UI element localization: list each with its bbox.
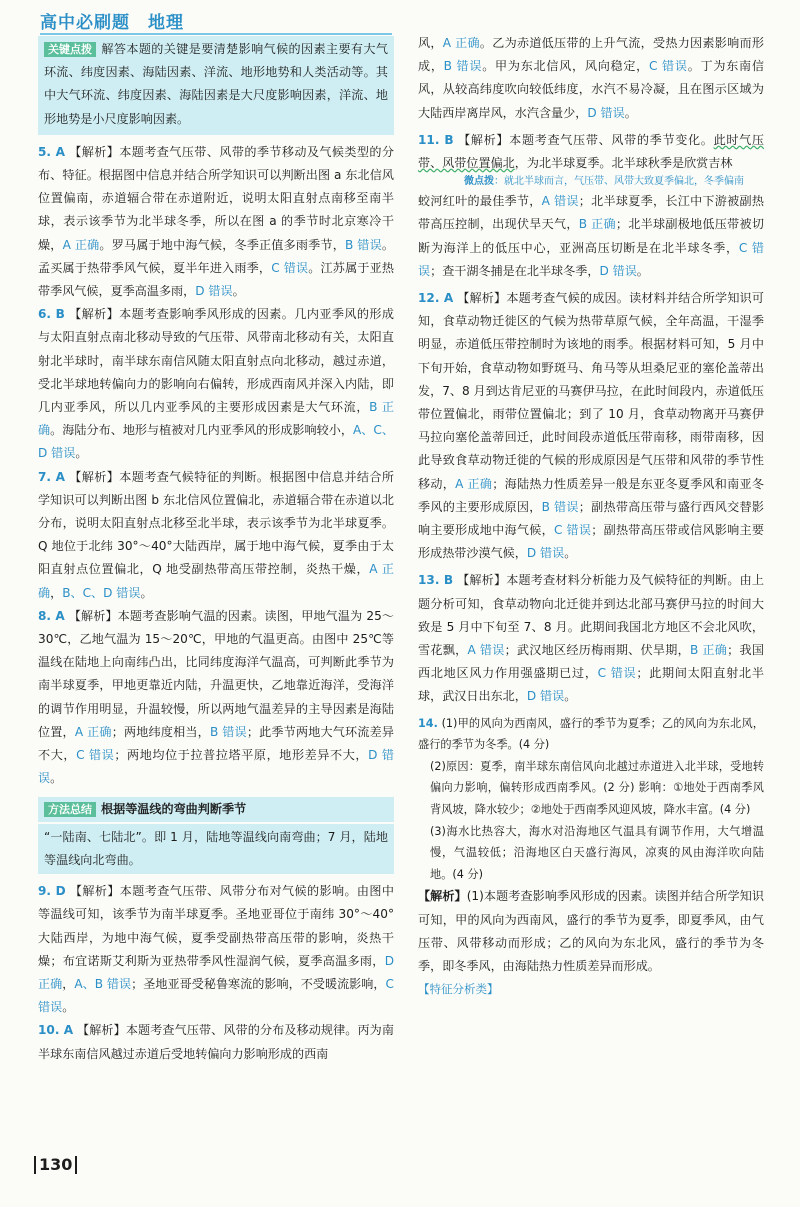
- answer-q8: 8. A 【解析】本题考查影响气温的因素。读图，甲地气温为 25～30℃，乙地气温为 15～20℃，甲地的气温更高。由图中 25℃等温线在陆地上向南纬凸出，比同纬度海洋气温高，可判断此季节为南半球夏季，甲地更靠近内陆，升温更快，乙地靠近海洋，受海洋的调节作用明显，升温较慢，所以两地气温差异的主导因素是海陆位置，A 正确；两地纬度相当，B 错误；此季节两地大气环流差异不大，C 错误；两地均位于拉普拉塔平原，地形差异不大，D 错误。: [38, 608, 394, 786]
- key-point-tag: 关键点拨: [44, 42, 96, 57]
- method-summary-text: “一陆南、七陆北”。即 1 月，陆地等温线向南弯曲；7 月，陆地等温线向北弯曲。: [44, 829, 388, 867]
- answer-q5: 5. A 【解析】本题考查气压带、风带的季节移动及气候类型的分布、特征。根据图中信息并结合所学知识可以判断出图 a 东北信风位置偏南，赤道辐合带在赤道附近，说明太阳直射点南移至南半球，表示该季节为北半球冬季，所以在图 a 的季节时北京寒冷干燥，A 正确。罗马属于地中海气候，冬季正值多雨季节，B 错误。孟买属于热带季风气候，夏半年进入雨季，C 错误。江苏属于亚热带季风气候，夏季高温多雨，D 错误。: [38, 144, 394, 299]
- key-point-box: [38, 36, 394, 135]
- answer-q11: 11. B 【解析】本题考查气压带、风带的季节变化。此时气压带、风带位置偏北，为北半球夏季。北半球秋季是欣赏吉林: [418, 132, 764, 171]
- answer-q10-continued: 风，A 正确。乙为赤道低压带的上升气流，受热力因素影响而形成，B 错误。甲为东北信风，风向稳定，C 错误。丁为东南信风，从较高纬度吹向较低纬度，水汽不易冷凝，且在图示区域为大陆西岸离岸风，水汽含量少，D 错误。: [418, 36, 764, 120]
- answer-q12: 12. A 【解析】本题考查气候的成因。读材料并结合所学知识可知，食草动物迁徙区的气候为热带草原气候，全年高温，干湿季明显，赤道低压带控制时为该地的雨季。根据材料可知，5 月中下旬开始，食草动物如野斑马、角马等从坦桑尼亚的塞伦盖蒂出发，7、8 月到达肯尼亚的马赛伊马拉，在此时间段内，赤道低压带位置偏北，雨带位置偏北；到了 10 月，食草动物离开马赛伊马拉向塞伦盖蒂回迁，此时间段赤道低压带南移，雨带南移，因此导致食草动物迁徙的气候的形成原因是气压带和风带的季节性移动，A 正确；海陆热力性质差异一般是东亚冬夏季风和南亚冬季风的主要形成原因，B 错误；副热带高压带与盛行西风交替影响主要形成地中海气候，C 错误；副热带高压带或信风影响主要形成热带沙漠气候，D 错误。: [418, 291, 764, 561]
- left-column: [38, 36, 394, 1066]
- q14-analysis: 【解析】(1)本题考查影响季风形成的因素。读图并结合所学知识可知，甲的风向为西南风，盛行的季节为夏季，即夏季风，由气压带、风带移动而形成；乙的风向为东北风，盛行的季节为冬季，即冬季风，由海陆热力性质差异而形成。: [418, 889, 764, 974]
- micro-tip: 微点拨：就北半球而言，气压带、风带大致夏季偏北，冬季偏南: [464, 176, 744, 188]
- q14-part1: 14. (1)甲的风向为西南风，盛行的季节为夏季；乙的风向为东北风，盛行的季节为冬季。(4 分): [418, 716, 764, 752]
- answer-q6: 6. B 【解析】本题考查影响季风形成的因素。几内亚季风的形成与太阳直射点南北移动导致的气压带、风带南北移动有关，太阳直射北半球时，南半球东南信风随太阳直射点向北移动，越过赤道，受北半球地转偏向力的影响向右偏转，形成西南风并深入内陆，即几内亚季风，所以几内亚季风的主要形成因素是大气环流，B 正确。海陆分布、地形与植被对几内亚季风的形成影响较小，A、C、D 错误。: [38, 307, 394, 461]
- method-summary-tag: 方法总结: [44, 802, 96, 817]
- page-header: [40, 8, 760, 34]
- method-summary-header: [38, 797, 394, 822]
- answer-q9: 9. D 【解析】本题考查气压带、风带分布对气候的影响。由图中等温线可知，该季节为南半球夏季。圣地亚哥位于南纬 30°～40°大陆西岸，为地中海气候，夏季受副热带高压带的影响，炎热干燥；布宜诺斯艾利斯为亚热带季风性湿润气候，夏季高温多雨，D 正确，A、B 错误；圣地亚哥受秘鲁寒流的影响，不受暖流影响，C 错误。: [38, 884, 394, 1015]
- key-point-text: 解答本题的关键是要清楚影响气候的因素主要有大气环流、纬度因素、海陆因素、洋流、地形地势和人类活动等。其中大气环流、纬度因素、海陆因素是大尺度影响因素，洋流、地形地势是小尺度影响因素。: [44, 42, 388, 126]
- book-title: 高中必刷题 地理: [40, 13, 184, 33]
- header-divider: [40, 33, 392, 35]
- q14-part3: (3)海水比热容大，海水对沿海地区气温具有调节作用，大气增温慢，气温较低；沿海地区白天盛行海风，凉爽的风由海洋吹向陆地。(4 分): [430, 824, 764, 881]
- method-summary-title: 根据等温线的弯曲判断季节: [101, 801, 247, 816]
- q14-part2: (2)原因：夏季，南半球东南信风向北越过赤道进入北半球，受地转偏向力影响，偏转形成西南季风。(2 分) 影响：①地处于西南季风背风坡，降水较少；②地处于西南季风迎风坡，降水丰富。(4 分): [430, 759, 764, 817]
- answer-q11-continued: 蛟河红叶的最佳季节，A 错误；北半球夏季，长江中下游被副热带高压控制，出现伏旱天气，B 正确；北半球副极地低压带被切断为海洋上的低压中心，亚洲高压切断是在北半球冬季，C 错误；查干湖冬捕是在北半球冬季，D 错误。: [418, 194, 764, 278]
- method-summary-box: [38, 824, 394, 874]
- answer-q7: 7. A 【解析】本题考查气候特征的判断。根据图中信息并结合所学知识可以判断出图 b 东北信风位置偏北，赤道辐合带在赤道以北分布，说明太阳直射点北移至北半球，表示该季节为北半球夏季。Q 地位于北纬 30°～40°大陆西岸，属于地中海气候，夏季由于太阳直射点位置偏北，Q 地受副热带高压带控制，炎热干燥，A 正确，B、C、D 错误。: [38, 469, 394, 600]
- answer-q10: 10. A 【解析】本题考查气压带、风带的分布及移动规律。丙为南半球东南信风越过赤道后受地转偏向力影响形成的西南: [38, 1023, 394, 1061]
- page-number: 130: [34, 1156, 77, 1174]
- answer-q13: 13. B 【解析】本题考查材料分析能力及气候特征的判断。由上题分析可知，食草动物向北迁徙并到达北部马赛伊马拉的时间大致是 5 月中下旬至 7、8 月。此期间我国北方地区不会北风吹，雪花飘，A 错误；武汉地区经历梅雨期、伏旱期，B 正确；我国西北地区风力作用强盛期已过，C 错误；此期间太阳直射北半球，武汉日出东北，D 错误。: [418, 573, 764, 704]
- answer-q14: [418, 713, 764, 1002]
- right-column: [418, 32, 764, 1001]
- feature-analysis-label: 【特征分析类】: [418, 982, 499, 997]
